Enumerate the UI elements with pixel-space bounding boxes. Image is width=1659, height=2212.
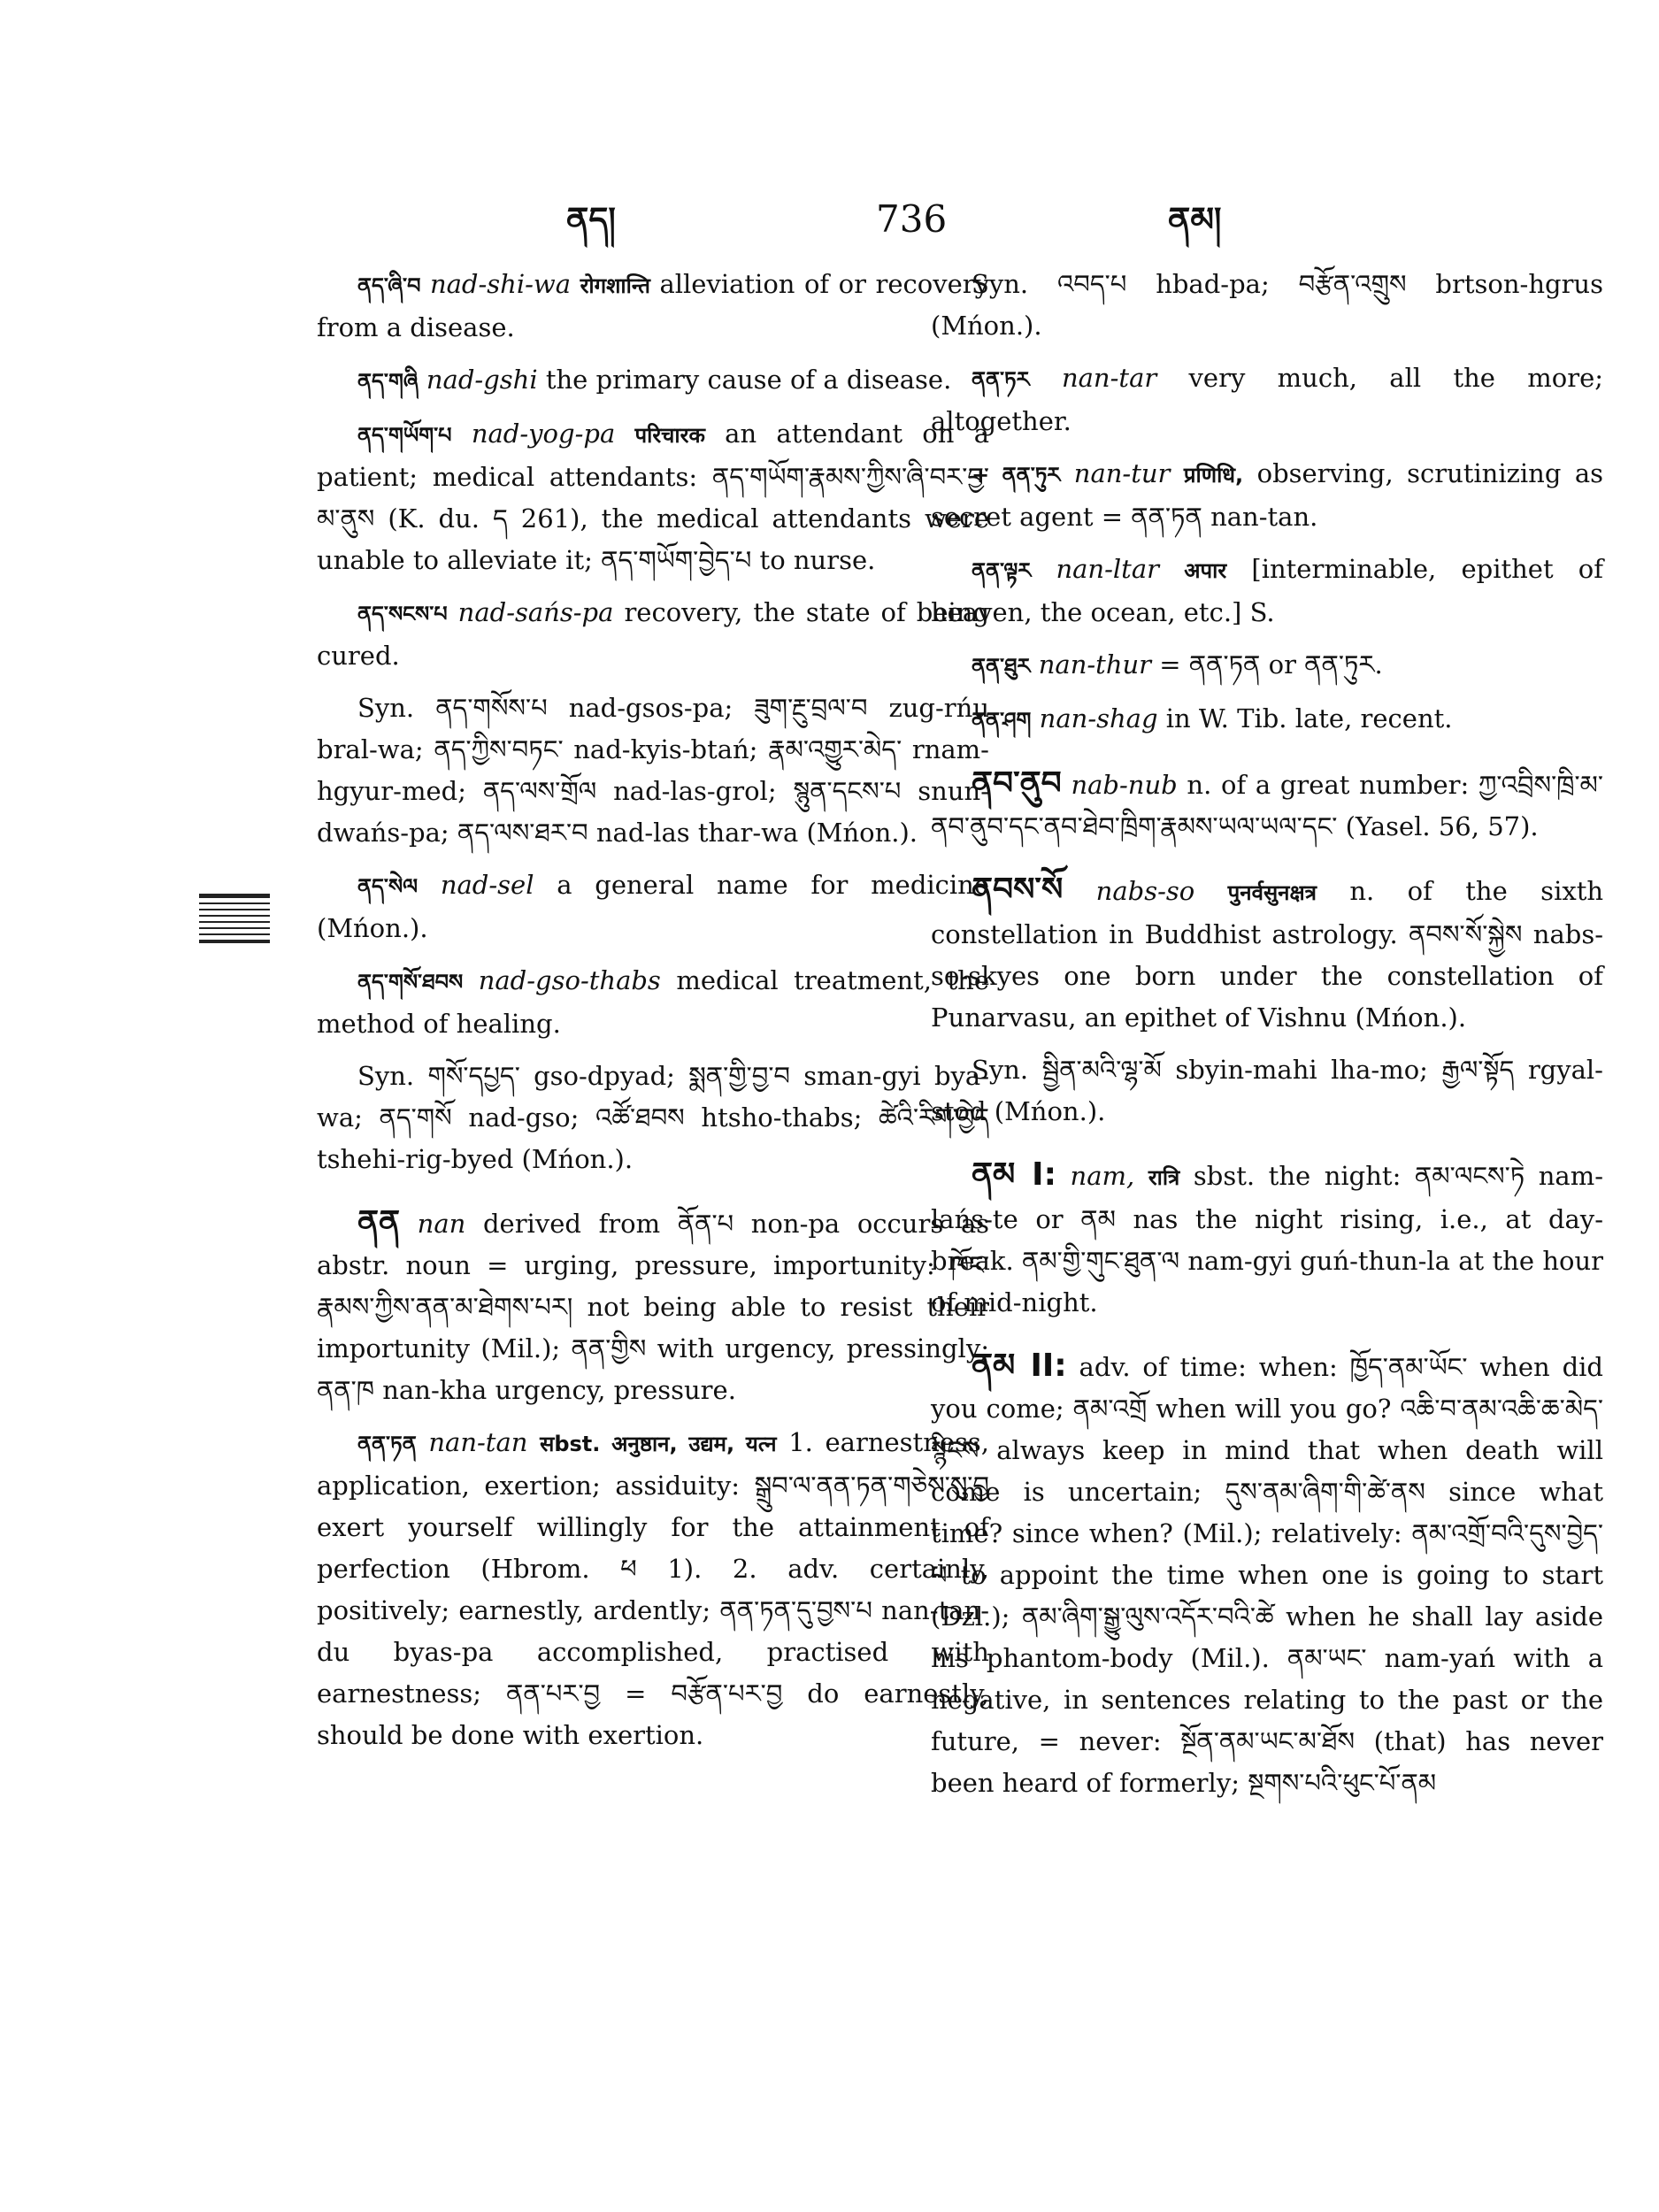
entry-headword: ནན་ཤག [972,708,1032,733]
entry-nam-1 [931,1154,1603,1324]
entry-romanization: nad-shi-wa [429,269,572,299]
entry-nad-gshi [317,359,989,403]
entry-romanization: nad-sel [440,870,534,900]
entry-definition: sbst. the night: ནམ་ལངས་ཏེ nam-lańs-te or ནམ nas the night rising, i.e., at day-break. ནམ་གྱི་གུང་ཐུན་ལ nam-gyi guń-thun-la at the hour of mid-night. [931,1161,1604,1317]
entry-definition: the primary cause of a disease. [545,365,952,395]
entry-nan-ltar [931,549,1603,634]
entry-romanization: nan [417,1209,466,1239]
entry-definition: adv. of time: when: ཁྱོད་ནམ་ཡོང་ when did you come; ནམ་འགྲོ when will you go? འཆི་བ་ནམ་འཆི་ཆ་མེད་སྙིངས always keep in mind that when death will come is uncertain; དུས་ནམ་ཞིག་གི་ཚེ་ནས since what time? since when? (Mil.); relatively: ནམ་འགྲོ་བའི་དུས་བྱེད་པ to appoint the time when one is going to start (Dzl.); ནམ་ཞིག་སྒྱུ་ལུས་འདོར་བའི་ཚེ when he shall lay aside his phantom-body (Mil.). ནམ་ཡང་ nam-yań with a negative, in sentences relating to the past or the future, = never: སྔོན་ནམ་ཡང་མ་ཐོས (that) has never been heard of formerly; སྔགས་པའི་ཕུང་པོ་ནམ [931,1352,1603,1798]
entry-romanization: nad-yog-pa [471,419,616,449]
entry-romanization: nan-ltar [1056,554,1159,584]
entry-sanskrit: पुनर्वसुनक्षत्र [1227,880,1317,905]
page-number: 736 [876,197,948,241]
entry-definition: observing, scrutinizing as secret agent = ནན་ཏན nan-tan. [931,458,1604,532]
entry-sanskrit: प्रणिधि, [1183,463,1244,488]
entry-romanization: nan-tar [1061,363,1157,393]
margin-ornament-icon [199,894,270,943]
entry-nad-sel [317,864,989,949]
entry-nad-shi-wa [317,264,989,349]
entry-definition: a general name for medicine (Mńon.). [317,870,990,943]
entry-nan-tur [931,453,1603,538]
entry-definition: Syn. ནད་གསོས་པ nad-gsos-pa; ཟུག་རྔུ་བྲལ་བ zug-rńu bral-wa; ནད་ཀྱིས་བཏང་ nad-kyis-btań; རྣམ་འགྱུར་མེད་ rnam-hgyur-med; ནད་ལས་གྲོལ nad-las-grol; སྙུན་དངས་པ snun-dwańs-pa; ནད་ལས་ཐར་བ nad-las thar-wa (Mńon.). [317,693,989,848]
entry-synonyms [931,1049,1603,1133]
entry-headword: ནམ I: [972,1156,1056,1193]
entry-headword: ནད་གཞི [357,369,419,394]
running-head-right: ནམ། [1168,199,1222,239]
entry-romanization: nad-sańs-pa [457,597,614,627]
entry-sanskrit: परिचारक [634,423,705,448]
entry-definition: [interminable, epithet of heaven, the ocean, etc.] S. [931,554,1603,627]
entry-headword: ནན་ཏར [972,367,1030,392]
entry-definition: Syn. གསོ་དཔྱད་ gso-dpyad; སྨན་གྱི་བྱ་བ sman-gyi bya-wa; ནད་གསོ nad-gso; འཚོ་ཐབས htsho-thabs; ཚེའི་རིག་བྱེད tshehi-rig-byed (Mńon.). [317,1061,989,1174]
entry-nan-shag [931,698,1603,741]
entry-sanskrit: अपार [1184,558,1227,583]
entry-romanization: nan-tan [428,1427,528,1457]
entry-nan-tan [317,1422,989,1756]
entry-definition: recovery, the state of being cured. [317,597,990,671]
entry-definition: very much, all the more; altogether. [931,363,1604,436]
entry-nad-gso-thabs [317,960,989,1045]
entry-definition: Syn. འབད་པ hbad-pa; བརྩོན་འགྲུས brtson-hgrus (Mńon.). [931,269,1603,341]
entry-headword: ནན [357,1204,401,1240]
entry-nam-2 [931,1345,1603,1804]
entry-definition: 1. earnestness, application, exertion; assiduity: སྒྲུབ་ལ་ནན་ཏན་གཅེས་སུ་བྱ exert yourself willingly for the attainment of perfection (Hbrom. ཕ 1). 2. adv. certainly, positively; earnestly, ardently; ནན་ཏན་དུ་བྱས་པ nan-tan-du byas-pa accomplished, practised with earnestness; ནན་པར་བྱ = བརྩོན་པར་བྱ do earnestly, should be done with exertion. [317,1427,990,1750]
entry-synonyms [317,687,989,854]
entry-sanskrit: रात्रि [1148,1165,1180,1190]
entry-nab-nub [931,763,1603,848]
entry-nad-yog-pa [317,413,989,581]
entry-romanization: nad-gshi [426,365,538,395]
entry-headword: ནད་གསོ་ཐབས [357,970,464,995]
entry-definition: medical treatment, the method of healing. [317,965,990,1039]
entry-romanization: nan-shag [1039,703,1158,733]
entry-headword: ནད་སངས་པ [357,602,448,626]
entry-romanization: nan-thur [1038,649,1152,680]
entry-nad-sans-pa [317,592,989,677]
entry-romanization: nad-gso-thabs [478,965,661,995]
entry-romanization: nan-tur [1073,458,1171,488]
entry-headword: ནན་ཏན [357,1432,417,1456]
entry-nan-thur [931,644,1603,687]
entry-synonyms [931,264,1603,347]
entry-definition: alleviation of or recovery from a disease. [317,269,990,342]
entry-nan-tar [931,357,1603,442]
running-head-left: ནད། [566,199,616,239]
entry-definition: in W. Tib. late, recent. [1165,703,1453,733]
right-column [931,264,1603,1815]
entry-headword: ནམ II: [972,1348,1067,1384]
entry-sanskrit: सbst. अनुष्ठान, उद्यम, यत्न [540,1432,777,1456]
entry-nan [317,1202,989,1411]
entry-definition: an attendant on a patient; medical attendants: ནད་གཡོག་རྣམས་ཀྱིས་ཞི་བར་བྱ་མ་ནུས (K. du. ད 261), the medical attendants were unable to alleviate it; ནད་གཡོག་བྱེད་པ to nurse. [317,419,990,575]
entry-definition: n. of the sixth constellation in Buddhist astrology. ནབས་སོ་སྐྱེས nabs-so-skyes one born under the constellation of Punarvasu, an epithet of Vishnu (Mńon.). [931,876,1604,1033]
entry-headword: ནད་སེལ [357,874,419,899]
entry-romanization: nam, [1070,1161,1135,1191]
entry-sanskrit: रोगशान्ति [580,273,650,298]
entry-headword: ནན་ཐུར [972,654,1031,679]
entry-definition: Syn. སྦྱིན་མའི་ལྷ་མོ sbyin-mahi lha-mo; རྒྱལ་སྟོད rgyal-stod (Mńon.). [931,1055,1603,1126]
entry-headword: ནབ་ནུབ [972,765,1062,802]
entry-romanization: nabs-so [1095,876,1195,906]
entry-nabs-so [931,869,1603,1039]
entry-headword: ནད་ཞི་བ [357,273,421,298]
entry-definition: n. of a great number: ཀྱ་འབྲིས་ཁྲི་མ་ནབ་ནུབ་དང་ནབ་ཐེབ་ཁྲིག་རྣམས་ཡལ་ཡལ་དང་ (Yasel. 56, 57). [931,770,1604,841]
left-column [317,264,989,1767]
entry-definition: = ནན་ཏན or ནན་ཏུར. [1159,649,1383,680]
entry-headword: ནབས་སོ [972,872,1064,908]
entry-synonyms [317,1056,989,1180]
entry-headword: ནན་ལྟར [972,558,1032,583]
entry-headword: + ནན་ཏུར [972,463,1061,488]
entry-romanization: nab-nub [1071,770,1178,800]
entry-headword: ནད་གཡོག་པ [357,423,452,448]
entry-definition: derived from ནོན་པ non-pa occurs as abstr. noun = urging, pressure, importunity: ཁོང་རྣམས་ཀྱིས་ནན་མ་ཐེགས་པར། not being able to resist their importunity (Mil.); ནན་གྱིས with urgency, pressingly; ནན་ཁ nan-kha urgency, pressure. [317,1209,990,1405]
